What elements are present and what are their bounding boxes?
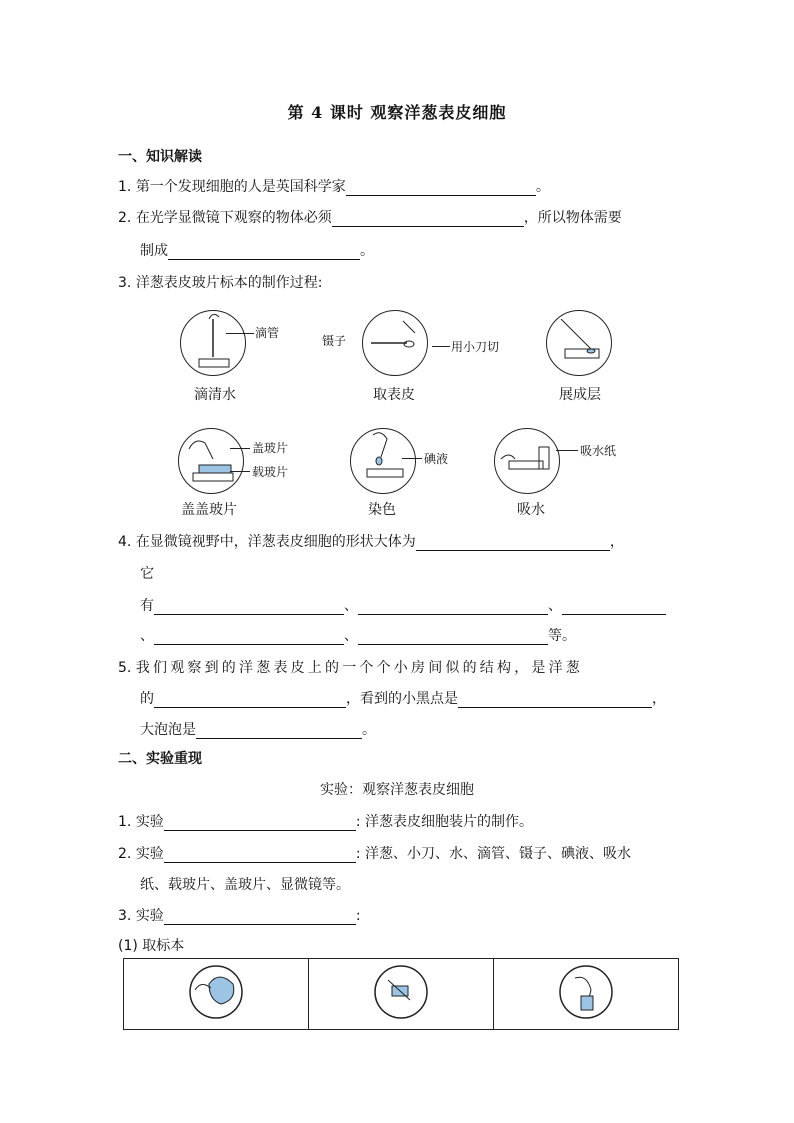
question-5-line-3 [140, 719, 376, 739]
question-4-line-3 [140, 595, 666, 615]
item-number: 1. [118, 814, 132, 830]
punctuation: ， [609, 534, 624, 550]
question-text: 等。 [548, 628, 576, 644]
item-text: : 洋葱、小刀、水、滴管、镊子、碘液、吸水 [355, 846, 631, 862]
item-text: 实验 [135, 814, 164, 830]
separator: 、 [344, 598, 358, 614]
step-peel-illustration [362, 310, 428, 376]
answer-blank[interactable] [416, 536, 610, 551]
item-number: 2. [118, 846, 132, 862]
question-number: 3. [118, 275, 132, 291]
step-caption: 吸水 [517, 502, 545, 518]
item-text: : [355, 908, 361, 924]
answer-blank[interactable] [358, 630, 548, 645]
question-4-line-4 [140, 625, 576, 645]
peel-illustration [310, 960, 492, 1024]
table-cell [309, 959, 494, 1030]
punctuation: ， [652, 691, 666, 707]
answer-blank[interactable] [168, 245, 360, 260]
knife-label: 用小刀切 [451, 340, 500, 354]
experiment-item-2-line-2: 纸、载玻片、盖玻片、显微镜等。 [140, 877, 350, 893]
answer-blank[interactable] [154, 600, 344, 615]
onion-illustration [125, 960, 307, 1024]
answer-blank[interactable] [358, 600, 548, 615]
experiment-subitem: (1) 取标本 [118, 938, 185, 954]
answer-blank[interactable] [164, 848, 356, 863]
question-2-line-2 [140, 240, 374, 260]
question-4 [118, 531, 624, 551]
step-caption: 盖盖玻片 [181, 502, 237, 518]
answer-blank[interactable] [562, 600, 666, 615]
leader-line [402, 458, 422, 459]
question-text: 第一个发现细胞的人是英国科学家 [135, 179, 346, 195]
separator: 、 [548, 598, 562, 614]
answer-blank[interactable] [196, 724, 362, 739]
answer-blank[interactable] [154, 693, 346, 708]
stain-dropper-icon [351, 429, 415, 493]
question-text: 我们观察到的洋葱表皮上的一个个小房间似的结构，是洋葱 [135, 660, 584, 676]
blotting-paper-label: 吸水纸 [580, 444, 617, 458]
answer-blank[interactable] [346, 181, 536, 196]
question-text: 制成 [140, 243, 168, 259]
question-1 [118, 176, 550, 196]
step-caption: 展成层 [559, 387, 601, 403]
question-text: 大泡泡是 [140, 722, 196, 738]
step-coverslip-illustration [178, 428, 244, 494]
question-4-line-2: 它 [140, 566, 154, 582]
step-spread-illustration [546, 310, 612, 376]
experiment-item-3 [118, 905, 361, 925]
coverslip-icon [179, 429, 243, 493]
question-5 [118, 657, 583, 677]
answer-blank[interactable] [458, 693, 652, 708]
separator: 、 [344, 628, 358, 644]
forceps-illustration [495, 960, 677, 1024]
leader-line [556, 450, 578, 451]
section-experiment-heading: 二、实验重现 [118, 751, 202, 767]
question-5-line-2 [140, 688, 666, 708]
page-title: 第 4 课时 观察洋葱表皮细胞 [287, 103, 507, 122]
question-text: 的 [140, 691, 154, 707]
leader-line [432, 346, 450, 347]
item-number: 3. [118, 908, 132, 924]
punctuation: 。 [535, 179, 550, 195]
leader-line [226, 333, 254, 334]
question-number: 4. [118, 534, 132, 550]
question-text: 洋葱表皮玻片标本的制作过程: [135, 275, 323, 291]
step-drop-water-illustration [180, 310, 246, 376]
tweezers-icon [363, 311, 427, 375]
step-caption: 染色 [368, 502, 396, 518]
answer-blank[interactable] [154, 630, 344, 645]
question-text: 在显微镜视野中，洋葱表皮细胞的形状大体为 [135, 534, 416, 550]
question-text: 有 [140, 598, 154, 614]
item-text: 实验 [135, 908, 164, 924]
question-text: 在光学显微镜下观察的物体必须 [135, 210, 332, 226]
punctuation: 。 [362, 722, 376, 738]
question-number: 2. [118, 210, 132, 226]
experiment-item-1 [118, 811, 533, 831]
blotting-paper-icon [495, 429, 559, 493]
coverslip-label: 盖玻片 [252, 441, 289, 455]
table-cell [124, 959, 309, 1030]
experiment-item-2 [118, 843, 631, 863]
question-number: 5. [118, 660, 132, 676]
answer-blank[interactable] [164, 816, 356, 831]
item-text: 实验 [135, 846, 164, 862]
step-stain-illustration [350, 428, 416, 494]
leader-line [230, 471, 250, 472]
specimen-steps-table [123, 958, 679, 1030]
step-caption: 滴清水 [194, 387, 236, 403]
needle-icon [547, 311, 611, 375]
answer-blank[interactable] [164, 910, 356, 925]
question-number: 1. [118, 179, 132, 195]
tweezers-label: 镊子 [322, 334, 347, 348]
question-text: ，看到的小黑点是 [346, 691, 458, 707]
punctuation: 。 [360, 243, 374, 259]
question-text: ，所以物体需要 [523, 210, 622, 226]
iodine-label: 碘液 [424, 452, 449, 466]
leader-line [230, 448, 250, 449]
item-text: : 洋葱表皮细胞装片的制作。 [355, 814, 533, 830]
question-2 [118, 207, 622, 227]
dropper-icon [181, 311, 245, 375]
table-cell [494, 959, 679, 1030]
answer-blank[interactable] [332, 212, 524, 227]
step-absorb-illustration [494, 428, 560, 494]
slide-label: 载玻片 [252, 465, 289, 479]
dropper-label: 滴管 [255, 326, 280, 340]
question-3 [118, 272, 323, 292]
experiment-title: 实验：观察洋葱表皮细胞 [320, 782, 474, 798]
section-knowledge-heading: 一、知识解读 [118, 149, 202, 165]
step-caption: 取表皮 [373, 387, 415, 403]
separator: 、 [140, 628, 154, 644]
